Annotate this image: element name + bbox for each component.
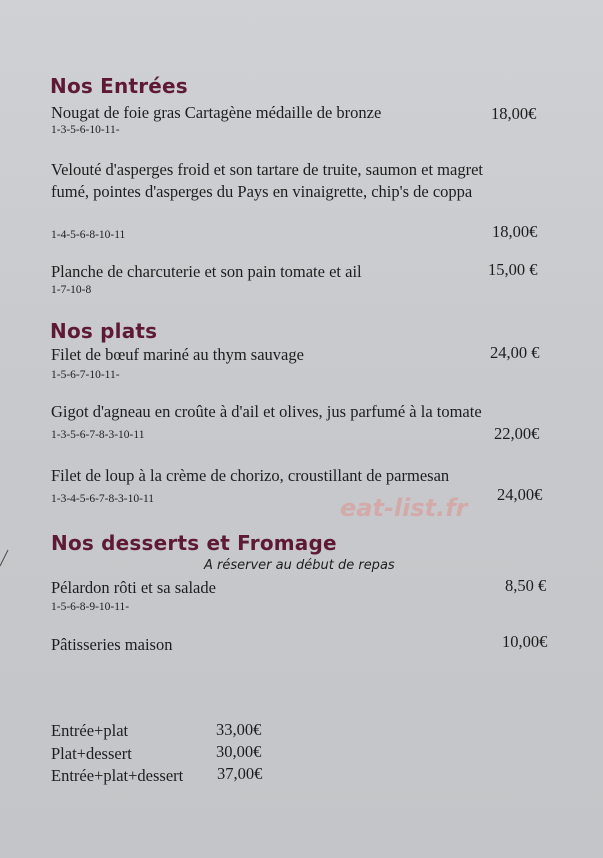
- dish-name: Filet de loup à la crème de chorizo, croustillant de parmesan: [51, 466, 450, 485]
- dish-price: 8,50 €: [505, 576, 547, 595]
- allergen-codes: 1-3-5-6-7-8-3-10-11: [51, 429, 145, 441]
- allergen-codes: 1-3-5-6-10-11-: [51, 124, 120, 136]
- dish-name: Filet de bœuf mariné au thym sauvage: [51, 345, 304, 364]
- formula-price: 37,00€: [217, 764, 263, 783]
- formula-label: Entrée+plat+dessert: [51, 766, 184, 785]
- allergen-codes: 1-5-6-7-10-11-: [51, 369, 120, 381]
- allergen-codes: 1-7-10-8: [51, 284, 92, 296]
- pen-mark: [0, 548, 9, 568]
- reservation-note: A réserver au début de repas: [204, 558, 395, 573]
- dish-name-line1: Velouté d'asperges froid et son tartare de truite, saumon et magret: [51, 160, 483, 179]
- watermark: eat-list.fr: [340, 494, 468, 522]
- allergen-codes: 1-3-4-5-6-7-8-3-10-11: [51, 493, 155, 505]
- dish-name: Planche de charcuterie et son pain tomate et ail: [51, 262, 362, 281]
- formula-price: 33,00€: [216, 720, 262, 739]
- allergen-codes: 1-5-6-8-9-10-11-: [51, 601, 130, 613]
- formula-label: Plat+dessert: [51, 744, 132, 763]
- section-heading-entrees: Nos Entrées: [50, 74, 188, 98]
- dish-name: Pâtisseries maison: [51, 635, 173, 654]
- section-heading-plats: Nos plats: [50, 319, 158, 343]
- formula-price: 30,00€: [216, 742, 262, 761]
- allergen-codes: 1-4-5-6-8-10-11: [51, 229, 126, 241]
- dish-price: 24,00 €: [490, 343, 540, 362]
- dish-price: 10,00€: [502, 632, 548, 651]
- section-heading-desserts: Nos desserts et Fromage: [51, 531, 337, 555]
- dish-name: Gigot d'agneau en croûte à d'ail et olives, jus parfumé à la tomate: [51, 402, 482, 421]
- formula-label: Entrée+plat: [51, 721, 129, 740]
- dish-name-line2: fumé, pointes d'asperges du Pays en vinaigrette, chip's de coppa: [51, 182, 473, 201]
- dish-price: 18,00€: [492, 222, 538, 241]
- dish-price: 15,00 €: [488, 260, 538, 279]
- dish-price: 18,00€: [491, 104, 537, 123]
- dish-price: 22,00€: [494, 424, 540, 443]
- dish-name: Nougat de foie gras Cartagène médaille de bronze: [51, 103, 382, 122]
- dish-price: 24,00€: [497, 485, 543, 504]
- dish-name: Pélardon rôti et sa salade: [51, 578, 216, 597]
